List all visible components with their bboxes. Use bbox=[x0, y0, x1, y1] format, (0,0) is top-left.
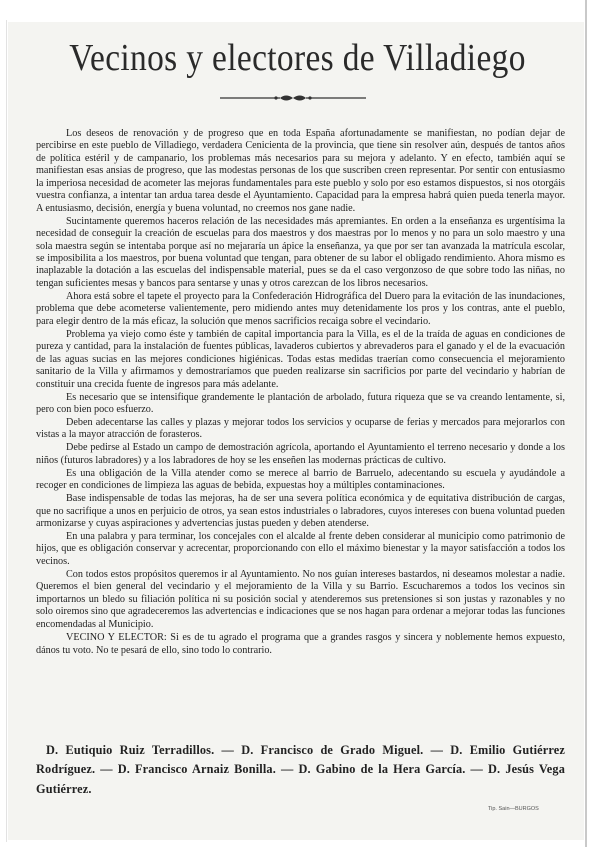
scan-left-edge bbox=[6, 20, 7, 842]
scan-right-edge bbox=[585, 0, 587, 847]
closing-appeal: VECINO Y ELECTOR: Si es de tu agrado el programa que a grandes rasgos y sincera y noblemente hemos expuesto, dános tu voto. No te pesará de ello, sino todo lo contrario. bbox=[36, 632, 565, 656]
paragraph-trees: Es necesario que se intensifique grandemente le plantación de arbolado, futura riqueza que se va creando lentamente, si, pero con bien poco esfuerzo. bbox=[36, 391, 565, 415]
paragraph-barruelo: Es una obligación de la Villa atender como se merece al barrio de Barruelo, adecentando su escuela y ayudándole a recoger en condiciones de limpieza las aguas de bebida, expuestas hoy a múltiples contaminaciones. bbox=[36, 467, 565, 492]
paragraph-agriculture: Debe pedirse al Estado un campo de demostración agrícola, aportando el Ayuntamiento el terreno necesario y donde a los niños (futuros labradores) y a los labradores de hoy se les enseñen las modernas prácticas de cultivo. bbox=[36, 442, 565, 466]
paragraph-streets: Deben adecentarse las calles y plazas y mejorar todos los servicios y ocuparse de ferias y mercados para mejorarlos con vistas a la mayor atracción de forasteros. bbox=[36, 416, 565, 441]
paragraph-purposes: Con todos estos propósitos queremos ir al Ayuntamiento. No nos guían intereses bastardos, ni deseamos molestar a nadie. Queremos el bien general del vecindario y el mejoramiento de la Villa y su Barrio. Escucharemos a todos los vecinos sin importarnos un bledo su filiación política ni su posición social y atenderemos sus pretensiones si son justas y razonables y no solo oiremos sino que agradeceremos las advertencias e indicaciones que se nos hagan para ordenar a mejorar todas las funciones encomendadas al Municipio. bbox=[36, 568, 565, 630]
paragraph-intro: Los deseos de renovación y de progreso que en toda España afortunadamente se manifiestan, no podían dejar de percibirse en este pueblo de Villadiego, verdadera Cenicienta de la provincia, que tiene sin resolver aún, después de tantos años de política estéril y de campanario, los problemas más necesarios para su mejora y adelanto. Y en efecto, también aquí se manifiestan esas ansias de progreso, que las modestas personas de los que suscriben creen representar. Por sentir con entusiasmo la imperiosa necesidad de acometer las mejoras fundamentales para este pueblo y solo por eso estamos dispuestos, si nos otorgáis vuestra confianza, a intentar tan ardua tarea desde el Ayuntamiento. Capacidad para la empresa habrá quien pueda tenerla mayor. A entusiasmo, decisión, energía y buena voluntad, no creemos nos gane nadie. bbox=[36, 128, 565, 214]
signatories-list: D. Eutiquio Ruiz Terradillos. — D. Francisco de Grado Miguel. — D. Emilio Gutiérrez Rodríguez. — D. Francisco Arnaiz Bonilla. — D. Gabino de la Hera García. — D. Jesús Vega Gutiérrez. bbox=[36, 743, 565, 796]
paragraph-municipality: En una palabra y para terminar, los concejales con el alcalde al frente deben considerar al municipio como patrimonio de hijos, que es obligación conservar y acrecentar, proporcionando con ello el máximo bienestar y la mayor satisfacción a todos los vecinos. bbox=[36, 531, 565, 567]
paragraph-floods: Ahora está sobre el tapete el proyecto para la Confederación Hidrográfica del Duero para la evitación de las inundaciones, problema que debe acometerse valientemente, pero midiendo antes muy detenidamente los pros y los contras, ante el pueblo, para elegir dentro de la más eficaz, la solución que menos sacrificios recaiga sobre el vecindario. bbox=[36, 290, 565, 327]
document-body bbox=[36, 128, 565, 657]
printer-imprint: Tip. Sain—BURGOS bbox=[488, 806, 539, 812]
signatories-block bbox=[36, 741, 565, 799]
decorative-rule-ornament-icon bbox=[218, 93, 368, 103]
paragraph-education: Sucintamente queremos haceros relación de las necesidades más apremiantes. En orden a la enseñanza es urgentísima la necesidad de conseguir la creación de escuelas para dos maestros y dos maestras por lo menos y no para un solo maestro y una sola maestra según se intentaba porque así no mejararía un ápice la enseñanza, ya que por ser tan avanzada la matrícula escolar, se imposibilita a los maestros, por buena voluntad que tengan, para obtener de su labor el obligado rendimiento. Ahora mismo es inaplazable la dotación a las escuelas del indispensable material, pues se da el caso vergonzoso de que sobre todo las niñas, no tengan suficientes mesas y bancos para sentarse y unas y otros carezcan de los libros necesarios. bbox=[36, 215, 565, 289]
paragraph-economy: Base indispensable de todas las mejoras, ha de ser una severa política económica y de equitativa distribución de cargas, que no sacrifique a unos en perjuicio de otros, ya sean estos industriales o labradores, cuyos intereses con buena voluntad pueden armonizarse y cuyas aspiraciones y advertencias justas pueden y deben atenderse. bbox=[36, 493, 565, 530]
document-title: Vecinos y electores de Villadiego bbox=[69, 37, 526, 79]
paragraph-water: Problema ya viejo como éste y también de capital importancia para la Villa, es el de la traída de aguas en condiciones de pureza y cantidad, para la instalación de fuentes públicas, lavaderos cubiertos y abrevaderos para el ganado y el de la evacuación de las aguas sucias en las mejores condiciones higiénicas. Todas estas medidas traerían como consecuencia el mejoramiento sanitario de la Villa y afirmamos y demostraríamos que pueden realizarse sin sacrificios por parte del vecindario y habrían de constituir una crecida fuente de ingresos para más adelante. bbox=[36, 328, 565, 390]
